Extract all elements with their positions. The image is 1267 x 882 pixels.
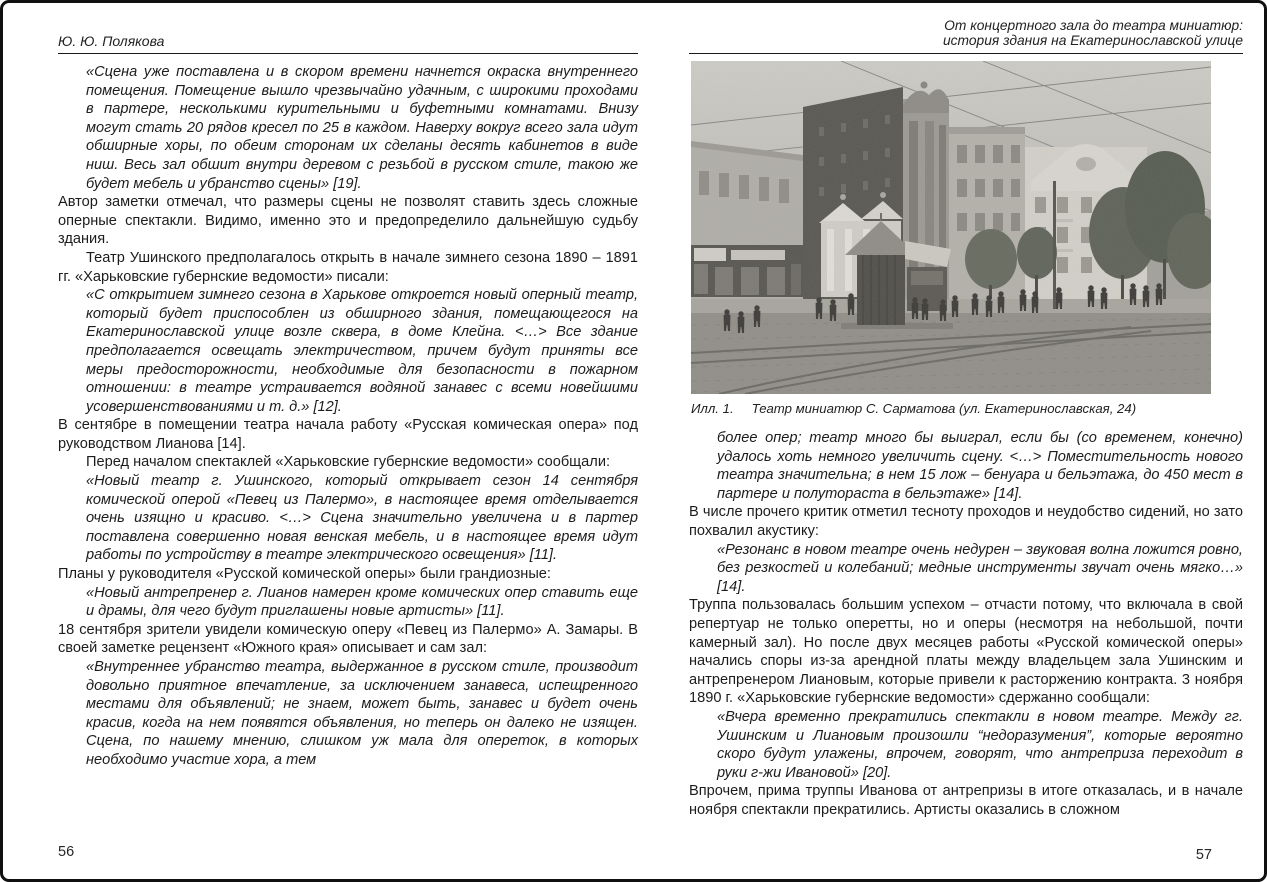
quote-paragraph: «Новый театр г. Ушинского, который открывает сезон 14 сентября комической оперой «Певец из Палермо», в настоящее время отделывается очень изящно и красиво. <…> Сцена значительно увеличена и в партер поставлена совершенно новая венская мебель, и в настоящее время идут работы по устройству в театре электрического освещения» [11].: [86, 473, 638, 564]
page-number-left: 56: [58, 844, 75, 860]
quote-paragraph: «С открытием зимнего сезона в Харькове откроется новый оперный театр, который будет приспособлен из обширного здания, помещающегося на Екатеринославской улице возле сквера, в доме Клейна. <…> Все здание предполагается освещать электричеством, причем будут приняты все меры предосторожности, необходимые для безопасности в пожарном отношении: в театре устраивается водяной занавес с всеми новейшими усовершенствованиями и т. д.» [12].: [86, 287, 638, 415]
body-paragraph: В числе прочего критик отметил тесноту проходов и неудобство сидений, но зато похвалил акустику:: [689, 504, 1243, 539]
left-page-body: [58, 63, 638, 770]
left-page: [58, 17, 638, 770]
body-paragraph: Театр Ушинского предполагалось открыть в начале зимнего сезона 1890 – 1891 гг. «Харьковские губернские ведомости» писали:: [58, 249, 638, 285]
author-name: Ю. Ю. Полякова: [58, 33, 165, 49]
quote-paragraph: «Сцена уже поставлена и в скором времени начнется окраска внутреннего помещения. Помещение вышло чрезвычайно удачным, с широкими проходами в партере, несколькими курительными и буфетными комнатами. Внизу могут стать 20 рядов кресел по 25 в каждом. Наверху вокруг всего зала идут обширные хоры, по обеим сторонам их сделаны десять кабинетов в виде ниш. Весь зал обшит внутри деревом с резьбой в русском стиле, такою же будет мебель и убранство сцены» [19].: [86, 64, 638, 192]
body-paragraph: Труппа пользовалась большим успехом – отчасти потому, что включала в свой репертуар не только оперетты, но и оперы (несмотря на небольшой, почти камерный зал). Но после двух месяцев работы «Русской комической оперы» начались споры из-за арендной платы между владельцем зала Ушинским и антрепренером Лиановым, которые привели к расторжению контракта. 3 ноября 1890 г. «Харьковские губернские ведомости» сдержанно сообщали:: [689, 597, 1243, 707]
quote-paragraph: «Вчера временно прекратились спектакли в новом театре. Между гг. Ушинским и Лиановым произошли “недоразумения”, которые вероятно скоро будут улажены, впрочем, говорят, что антреприза переходит в руки г-жи Ивановой» [20].: [717, 708, 1243, 781]
body-paragraph: В сентябре в помещении театра начала работу «Русская комическая опера» под руководством Лианова [14].: [58, 417, 638, 452]
theater-street-photo: [691, 61, 1211, 394]
article-title-line1: От концертного зала до театра миниатюр:: [944, 17, 1243, 33]
right-page: [689, 17, 1243, 819]
body-paragraph: Автор заметки отмечал, что размеры сцены не позволят ставить здесь сложные оперные спектакли. Видимо, именно это и предопределило дальнейшую судьбу здания.: [58, 194, 638, 248]
article-title-line2: история здания на Екатеринославской улице: [942, 33, 1243, 49]
quote-paragraph: «Новый антрепренер г. Лианов намерен кроме комических опер ставить еще и драмы, для чего будут приглашены новые артисты» [11].: [86, 584, 638, 620]
figure-caption: [691, 401, 1243, 416]
running-head-author: [58, 17, 638, 54]
quote-paragraph: более опер; театр много бы выиграл, если бы (со временем, конечно) удалось хоть немного увеличить сцену. <…> Поместительность нового театра значительна; в нем 15 лож – бенуара и бельэтажа, до 450 мест в партере и полутораста в бельэтаже» [14].: [717, 430, 1243, 502]
photo-grain: [691, 61, 1211, 394]
figure-caption-label: Илл. 1.: [691, 401, 734, 416]
figure-caption-text: Театр миниатюр С. Сарматова (ул. Екатеринославская, 24): [751, 401, 1137, 416]
body-paragraph: 18 сентября зрители увидели комическую оперу «Певец из Палермо» А. Замары. В своей заметке рецензент «Южного края» описывает и сам зал:: [58, 621, 638, 657]
body-paragraph: Перед началом спектаклей «Харьковские губернские ведомости» сообщали:: [86, 454, 611, 471]
body-paragraph: Впрочем, прима труппы Иванова от антрепризы в итоге отказалась, и в начале ноября спектакли прекратились. Артисты оказались в сложном: [689, 783, 1243, 818]
figure-illustration-1: [691, 61, 1243, 416]
right-page-body: [689, 429, 1243, 819]
running-head-title: [689, 17, 1243, 54]
body-paragraph: Планы у руководителя «Русской комической оперы» были грандиозные:: [58, 566, 551, 583]
page-number-right: 57: [1195, 847, 1212, 863]
quote-paragraph: «Резонанс в новом театре очень недурен – звуковая волна ложится ровно, без резкостей и колебаний; медные инструменты звучат очень мягко…» [14].: [717, 541, 1243, 595]
quote-paragraph: «Внутреннее убранство театра, выдержанное в русском стиле, производит довольно приятное впечатление, за исключением занавеса, испещренного местами для объявлений; не знаем, может быть, занавес и будет очень красив, когда на нем появятся объявления, но теперь он далеко не изящен. Сцена, по нашему мнению, слишком уж мала для опереток, в которых необходимо участие хора, а тем: [86, 659, 638, 768]
